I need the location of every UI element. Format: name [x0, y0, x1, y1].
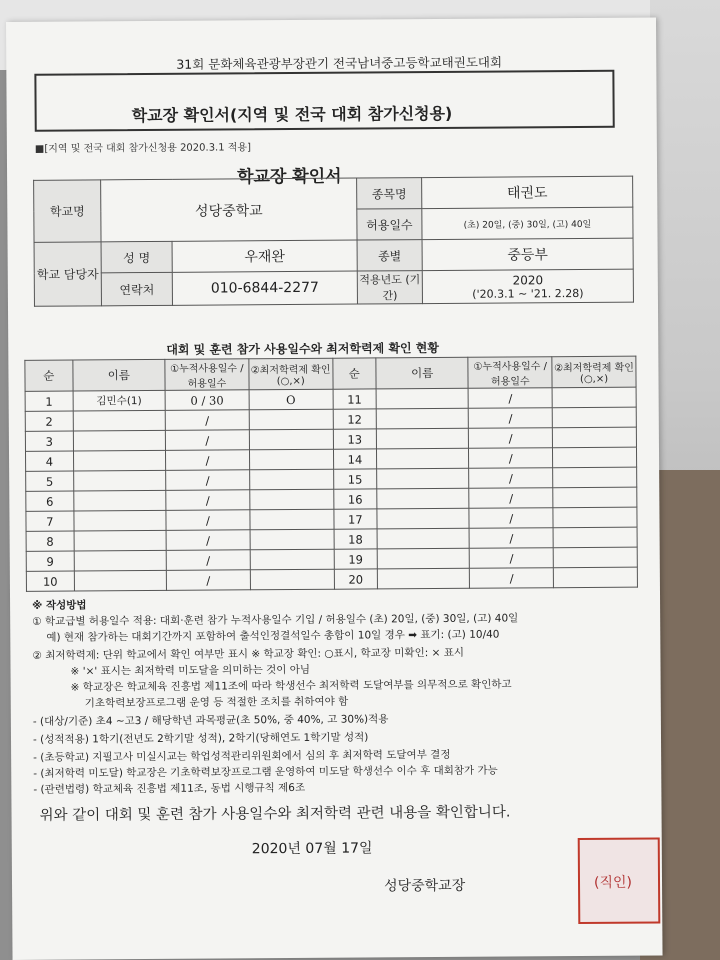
row-days-right: / — [469, 508, 553, 529]
contact-label: 연락처 — [101, 272, 172, 305]
staff-label: 학교 담당자 — [34, 242, 101, 306]
instruction-line: ② 최저학력제: 단위 학교에서 확인 여부만 표시 ※ 학교장 확인: ○표시, 학교장 미확인: × 표시 — [32, 646, 465, 662]
row-no: 9 — [26, 551, 74, 571]
row-no: 6 — [26, 491, 74, 511]
sport-label: 종목명 — [357, 178, 422, 209]
row-no: 8 — [26, 531, 74, 551]
row-no: 4 — [25, 451, 73, 471]
row-days: / — [166, 470, 250, 491]
row-check-right — [553, 467, 637, 488]
seal-text: (직인) — [593, 874, 633, 891]
row-name-right — [377, 528, 469, 549]
row-no: 5 — [26, 471, 74, 491]
row-check-right — [553, 527, 637, 548]
document-date: 2020년 07월 17일 — [251, 840, 373, 858]
row-days-right: / — [469, 468, 553, 489]
row-days: / — [165, 410, 249, 431]
row-no-right: 12 — [333, 409, 377, 429]
row-name — [74, 510, 166, 531]
division-label: 종별 — [357, 240, 422, 271]
row-no-right: 20 — [334, 569, 378, 589]
name-label: 성 명 — [101, 241, 172, 272]
instruction-line: - (대상/기준) 초4 ~고3 / 해당학년 과목평균(초 50%, 중 40%, 고 30%)적용 — [32, 713, 389, 728]
row-name — [74, 490, 166, 511]
row-name — [73, 450, 165, 471]
school-info-table — [33, 176, 634, 307]
row-name-right — [377, 468, 469, 489]
table-caption: 대회 및 훈련 참가 사용일수와 최저학력제 확인 현황 — [166, 340, 440, 357]
row-no: 10 — [26, 571, 74, 591]
participation-table — [24, 356, 638, 592]
row-days: / — [166, 490, 250, 511]
row-no: 3 — [25, 431, 73, 451]
header-check-2: ②최저학력제 확인(○,×) — [552, 356, 636, 388]
confirmation-statement: 위와 같이 대회 및 훈련 참가 사용일수와 최저학력 관련 내용을 확인합니다. — [39, 804, 511, 824]
row-check-right — [553, 567, 637, 588]
row-no-right: 16 — [333, 489, 377, 509]
row-check-right — [552, 407, 636, 428]
official-seal — [578, 837, 661, 924]
row-days-right: / — [469, 428, 553, 449]
instruction-line: ※ '×' 표시는 최저학력 미도달을 의미하는 것이 아님 — [70, 663, 311, 678]
row-name — [74, 530, 166, 551]
row-check — [250, 529, 334, 550]
row-name-right — [376, 408, 468, 429]
row-days-right: / — [469, 488, 553, 509]
row-name — [73, 470, 165, 491]
row-check — [249, 449, 333, 470]
instruction-line: - (초등학교) 지필고사 미실시교는 학업성적관리위원회에서 심의 후 최저학력 도달여부 결정 — [33, 748, 451, 764]
row-no-right: 17 — [334, 509, 378, 529]
header-name: 이름 — [73, 359, 165, 391]
instruction-line: - (관련법령) 학교체육 진흥법 제11조, 동법 시행규칙 제6조 — [33, 781, 306, 796]
header-check: ②최저학력제 확인(○,×) — [249, 358, 333, 390]
header-name-2: 이름 — [376, 357, 468, 389]
row-name — [74, 550, 166, 571]
row-no: 1 — [25, 391, 73, 411]
document-page — [6, 17, 663, 960]
row-days: / — [166, 510, 250, 531]
header-no-2: 순 — [332, 358, 376, 389]
row-check — [250, 569, 334, 590]
signer-name: 성당중학교장 — [383, 877, 466, 895]
row-check — [250, 489, 334, 510]
row-check — [249, 409, 333, 430]
row-name — [73, 430, 165, 451]
name-value: 우재완 — [172, 240, 357, 272]
row-name — [74, 570, 166, 591]
document-title: 학교장 확인서(지역 및 전국 대회 참가신청용) — [131, 103, 453, 126]
header-days: ①누적사용일수 /허용일수 — [165, 359, 249, 391]
row-days-right: / — [470, 548, 554, 569]
row-name-right — [377, 488, 469, 509]
row-no: 7 — [26, 511, 74, 531]
row-check-right — [553, 447, 637, 468]
row-check — [250, 549, 334, 570]
row-check-right — [553, 487, 637, 508]
school-value: 성당중학교 — [101, 178, 357, 242]
row-days-right: / — [468, 388, 552, 409]
row-name — [73, 410, 165, 431]
instruction-line: - (최저학력 미도달) 학교장은 기초학력보장프로그램 운영하여 미도달 학생선수 이수 후 대회참가 가능 — [33, 764, 498, 780]
days-label: 허용일수 — [357, 209, 422, 240]
header-no: 순 — [25, 360, 73, 391]
application-note: ■[지역 및 전국 대회 참가신청용 2020.3.1 적용] — [34, 142, 252, 155]
row-days: / — [166, 530, 250, 551]
form-title: 학교장 확인서 — [237, 166, 342, 188]
row-name-right — [377, 568, 469, 589]
row-days: / — [166, 450, 250, 471]
header-days-2: ①누적사용일수 /허용일수 — [468, 357, 552, 389]
row-name-right — [376, 428, 468, 449]
school-label: 학교명 — [34, 180, 101, 242]
row-name-right — [377, 548, 469, 569]
row-check-right — [553, 507, 637, 528]
year-value: 2020 — [512, 272, 544, 287]
row-days: / — [166, 570, 250, 591]
row-no-right: 19 — [334, 549, 378, 569]
row-no-right: 14 — [333, 449, 377, 469]
row-days: / — [165, 430, 249, 451]
row-days-right: / — [470, 568, 554, 589]
row-days-right: / — [469, 448, 553, 469]
division-value: 중등부 — [422, 238, 633, 270]
row-days: 0 / 30 — [165, 390, 249, 411]
row-check-right — [552, 387, 636, 408]
row-no-right: 11 — [333, 389, 377, 409]
year-label: 적용년도 (기간) — [357, 271, 422, 304]
row-no-right: 13 — [333, 429, 377, 449]
row-name-right — [376, 388, 468, 409]
title-box — [34, 70, 614, 132]
instruction-line: - (성적적용) 1학기(전년도 2학기말 성적), 2학기(당해연도 1학기말 성적) — [32, 731, 369, 746]
contact-value: 010-6844-2277 — [172, 271, 357, 305]
row-name-right — [377, 448, 469, 469]
instruction-line: ① 학교급별 허용일수 적용: 대회·훈련 참가 누적사용일수 기입 / 허용일수 (초) 20일, (중) 30일, (고) 40일 — [32, 612, 519, 628]
row-check — [249, 429, 333, 450]
row-no-right: 18 — [334, 529, 378, 549]
row-name-right — [377, 508, 469, 529]
instruction-line: ※ 학교장은 학교체육 진흥법 제11조에 따라 학생선수 최저학력 도달여부를 의무적으로 확인하고 — [70, 678, 512, 694]
instruction-line: 예) 현재 참가하는 대회기간까지 포함하여 출석인정결석일수 총합이 10일 경우 ➡ 표기: (고) 10/40 — [46, 628, 500, 644]
row-days-right: / — [469, 528, 553, 549]
row-check-right — [553, 547, 637, 568]
row-days-right: / — [469, 408, 553, 429]
period-value: ('20.3.1 ~ '21. 2.28) — [472, 286, 584, 301]
row-check — [249, 469, 333, 490]
row-no-right: 15 — [333, 469, 377, 489]
row-check: O — [249, 389, 333, 410]
days-value: (초) 20일, (중) 30일, (고) 40일 — [422, 207, 633, 239]
row-check-right — [553, 427, 637, 448]
row-days: / — [166, 550, 250, 571]
row-check — [250, 509, 334, 530]
row-name: 김민수(1) — [73, 390, 165, 411]
tournament-title: 31회 문화체육관광부장관기 전국남녀중고등학교태권도대회 — [176, 54, 503, 72]
instructions-heading: ※ 작성방법 — [32, 599, 87, 612]
instruction-line: 기초학력보장프로그램 운영 등 적절한 조치를 취하여야 함 — [84, 695, 349, 710]
row-no: 2 — [25, 411, 73, 431]
sport-value: 태권도 — [422, 176, 633, 208]
table-row — [26, 567, 637, 591]
year-cell — [422, 269, 633, 303]
